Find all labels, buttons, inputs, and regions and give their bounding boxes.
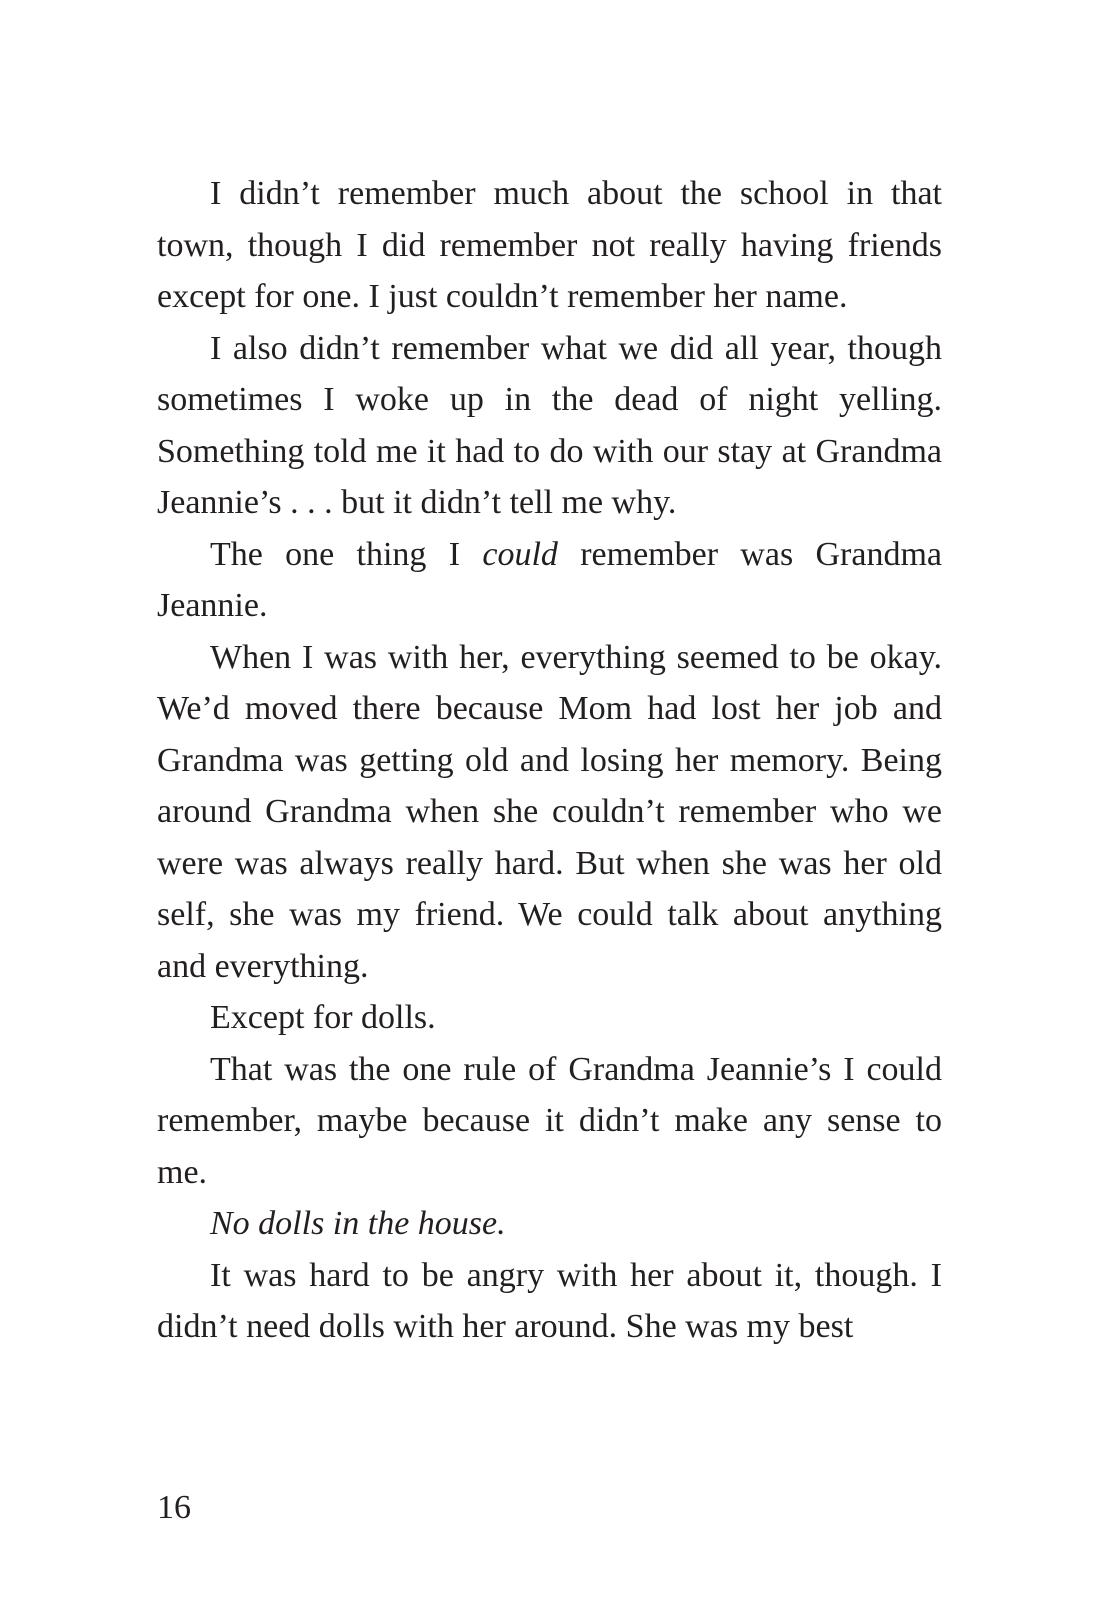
text-run: I also didn’t remember what we did all year, though sometimes I woke up in the dead of night yelling. Something told me it had to do with our stay at Grandma Jeannie’s . . . but it didn’t tell me why. — [157, 329, 942, 521]
italic-text: could — [482, 535, 558, 573]
page-number: 16 — [157, 1489, 191, 1526]
paragraph — [157, 992, 942, 1044]
text-run: remember was Grandma Jeannie. — [157, 535, 942, 624]
text-run: The one thing I — [210, 535, 483, 573]
paragraph — [157, 632, 942, 993]
text-run: When I was with her, everything seemed to be okay. We’d moved there because Mom had lost her job and Grandma was getting old and losing her memory. Being around Grandma when she couldn’t remember who we were was always really hard. But when she was her old self, she was my friend. We could talk about anything and everything. — [157, 638, 942, 985]
text-run: It was hard to be angry with her about it, though. I didn’t need dolls with her around. She was my best — [157, 1256, 942, 1345]
paragraph — [157, 1250, 942, 1353]
text-run: Except for dolls. — [210, 999, 436, 1036]
paragraph — [157, 168, 942, 323]
italic-text: No dolls in the house. — [210, 1205, 506, 1242]
text-run: I didn’t remember much about the school in that town, though I did remember not really having friends except for one. I just couldn’t remember her name. — [157, 175, 942, 315]
text-run: That was the one rule of Grandma Jeannie’s I could remember, maybe because it didn’t make any sense to me. — [157, 1050, 942, 1191]
paragraph — [157, 529, 942, 632]
paragraph — [157, 1044, 942, 1199]
paragraph — [157, 323, 942, 529]
body-text — [157, 168, 942, 1353]
paragraph — [157, 1198, 942, 1250]
